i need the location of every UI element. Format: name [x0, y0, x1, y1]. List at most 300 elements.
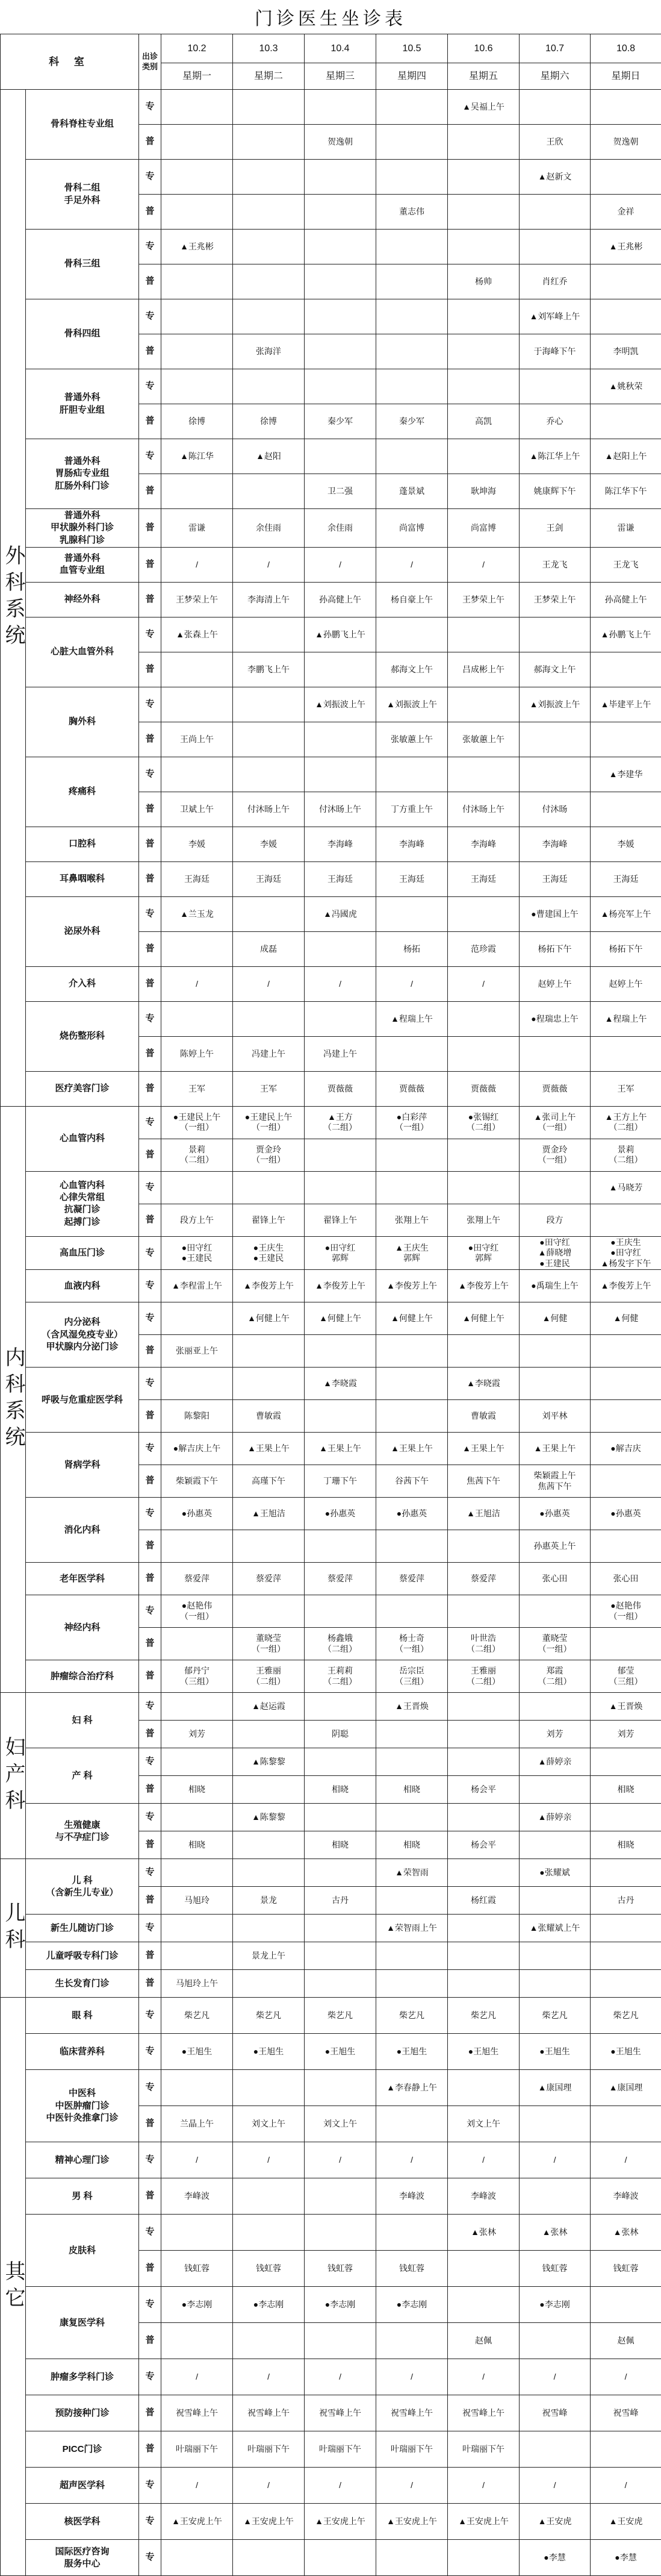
- doctor-cell: [305, 1915, 376, 1942]
- doctor-cell: ●王旭生: [591, 2034, 661, 2070]
- doctor-cell: 张丽亚上午: [161, 1335, 233, 1368]
- doctor-cell: [161, 1859, 233, 1887]
- dept-column-header: 科 室: [1, 34, 139, 90]
- doctor-cell: [448, 299, 520, 334]
- visit-type-cell: 普: [139, 1139, 161, 1171]
- doctor-cell: [520, 1942, 591, 1970]
- doctor-cell: [591, 2106, 661, 2142]
- doctor-cell: ▲王旭洁: [233, 1498, 305, 1530]
- doctor-cell: ●王建民上午 （一组）: [233, 1106, 305, 1139]
- doctor-cell: [305, 722, 376, 757]
- doctor-cell: ●王旭生: [233, 2034, 305, 2070]
- doctor-cell: [448, 160, 520, 195]
- doctor-cell: 尚富博: [376, 509, 448, 548]
- date-header-row: [1, 34, 661, 63]
- doctor-cell: 王梦荣上午: [520, 582, 591, 617]
- doctor-cell: 古丹: [591, 1887, 661, 1915]
- doctor-cell: ▲陈黎黎: [233, 1804, 305, 1831]
- doctor-cell: ▲何健: [591, 1302, 661, 1335]
- doctor-cell: [448, 2070, 520, 2106]
- doctor-cell: [376, 264, 448, 299]
- doctor-cell: [305, 1804, 376, 1831]
- doctor-cell: 杨拓: [376, 931, 448, 966]
- doctor-cell: 祝雪峰: [591, 2395, 661, 2431]
- visit-type-cell: 普: [139, 1721, 161, 1748]
- doctor-cell: 成磊: [233, 931, 305, 966]
- visit-type-cell: 专: [139, 1748, 161, 1776]
- doctor-cell: [233, 1595, 305, 1628]
- department-cell: 疼痛科: [26, 757, 139, 827]
- doctor-cell: 相晓: [376, 1776, 448, 1804]
- doctor-cell: 古丹: [305, 1887, 376, 1915]
- visit-type-cell: 普: [139, 931, 161, 966]
- doctor-cell: [448, 1530, 520, 1563]
- doctor-cell: [448, 369, 520, 404]
- doctor-cell: 郁莹 （三组）: [591, 1660, 661, 1693]
- doctor-cell: 叶瑞丽下午: [376, 2431, 448, 2468]
- visit-type-cell: 普: [139, 652, 161, 687]
- doctor-cell: [591, 2287, 661, 2323]
- doctor-cell: [376, 1721, 448, 1748]
- doctor-cell: ●赵艳伟 （一组）: [161, 1595, 233, 1628]
- department-cell: 临床营养科: [26, 2034, 139, 2070]
- visit-type-cell: 专: [139, 2359, 161, 2395]
- doctor-cell: ●解吉庆: [591, 1433, 661, 1465]
- date-header: 10.2: [161, 34, 233, 63]
- doctor-cell: [448, 334, 520, 369]
- doctor-cell: ●禹瑞生上午: [520, 1270, 591, 1302]
- doctor-cell: [161, 1804, 233, 1831]
- visit-type-cell: 专: [139, 2287, 161, 2323]
- doctor-cell: [591, 1036, 661, 1071]
- doctor-cell: [520, 2178, 591, 2215]
- doctor-cell: [376, 757, 448, 792]
- doctor-cell: [161, 195, 233, 230]
- doctor-cell: 相晓: [305, 1831, 376, 1859]
- doctor-cell: [591, 1942, 661, 1970]
- visit-type-cell: 专: [139, 230, 161, 264]
- doctor-cell: ●田守红 郭辉: [448, 1236, 520, 1270]
- doctor-cell: [520, 2106, 591, 2142]
- doctor-cell: /: [233, 547, 305, 582]
- doctor-cell: [233, 90, 305, 125]
- doctor-cell: [591, 1804, 661, 1831]
- doctor-cell: 郝海文上午: [376, 652, 448, 687]
- visit-type-cell: 专: [139, 1804, 161, 1831]
- visit-type-cell: 普: [139, 1400, 161, 1433]
- doctor-cell: 张翔上午: [448, 1204, 520, 1236]
- doctor-cell: [448, 687, 520, 722]
- doctor-cell: 冯建上午: [305, 1036, 376, 1071]
- table-row: [1, 1433, 661, 1465]
- visit-type-cell: 普: [139, 1036, 161, 1071]
- department-cell: 普通外科 甲状腺外科门诊 乳腺科门诊: [26, 509, 139, 548]
- visit-type-cell: 专: [139, 1368, 161, 1400]
- schedule-body: [1, 90, 661, 2576]
- weekday-header: 星期五: [448, 63, 520, 90]
- doctor-cell: [376, 160, 448, 195]
- doctor-cell: [233, 2070, 305, 2106]
- table-row: [1, 439, 661, 474]
- doctor-cell: /: [448, 547, 520, 582]
- doctor-cell: 蔡爱萍: [448, 1563, 520, 1595]
- doctor-cell: [233, 1001, 305, 1036]
- doctor-cell: 陈黎阳: [161, 1400, 233, 1433]
- doctor-cell: ▲荣智雨上午: [376, 1915, 448, 1942]
- doctor-cell: [448, 1171, 520, 1204]
- department-cell: 心血管内科 心律失常组 抗凝门诊 起搏门诊: [26, 1171, 139, 1236]
- doctor-cell: [305, 195, 376, 230]
- doctor-cell: ●曹建国上午: [520, 896, 591, 931]
- doctor-cell: [520, 1036, 591, 1071]
- doctor-cell: 钱虹蓉: [591, 2251, 661, 2287]
- doctor-cell: /: [233, 2359, 305, 2395]
- visit-type-cell: 专: [139, 2070, 161, 2106]
- doctor-cell: 李鹏飞上午: [233, 652, 305, 687]
- doctor-cell: [161, 1628, 233, 1660]
- doctor-cell: 祝雪峰上午: [161, 2395, 233, 2431]
- doctor-cell: 贺逸朝: [305, 125, 376, 160]
- doctor-cell: [233, 722, 305, 757]
- doctor-cell: ●田守红 ▲薛晓增 ●王建民: [520, 1236, 591, 1270]
- doctor-cell: [376, 1171, 448, 1204]
- doctor-cell: /: [376, 966, 448, 1001]
- doctor-cell: 柴颖霞下午: [161, 1465, 233, 1498]
- doctor-cell: ●王建民上午 （一组）: [161, 1106, 233, 1139]
- doctor-cell: 付沐旸: [520, 792, 591, 827]
- visit-type-cell: 普: [139, 1204, 161, 1236]
- visit-type-cell: 专: [139, 2034, 161, 2070]
- doctor-cell: ▲何健: [520, 1302, 591, 1335]
- doctor-cell: ●李慧: [520, 2540, 591, 2576]
- department-cell: 骨科二组 手足外科: [26, 160, 139, 230]
- date-header: 10.4: [305, 34, 376, 63]
- doctor-cell: ●田守红 ●王建民: [161, 1236, 233, 1270]
- doctor-cell: ●孙惠英: [520, 1498, 591, 1530]
- visit-type-cell: 专: [139, 687, 161, 722]
- visit-type-cell: 专: [139, 1915, 161, 1942]
- doctor-cell: [233, 299, 305, 334]
- doctor-cell: ▲王兆彬: [591, 230, 661, 264]
- doctor-cell: ▲张森上午: [161, 617, 233, 652]
- doctor-cell: /: [591, 2359, 661, 2395]
- department-cell: 神经外科: [26, 582, 139, 617]
- doctor-cell: [376, 1804, 448, 1831]
- doctor-cell: ▲赵运霞: [233, 1693, 305, 1721]
- doctor-cell: [376, 2323, 448, 2359]
- doctor-cell: [376, 125, 448, 160]
- visit-type-cell: 普: [139, 861, 161, 896]
- visit-type-cell: 专: [139, 1001, 161, 1036]
- doctor-cell: 丁珊下午: [305, 1465, 376, 1498]
- doctor-cell: 吕成彬上午: [448, 652, 520, 687]
- weekday-header: 星期三: [305, 63, 376, 90]
- doctor-cell: [161, 160, 233, 195]
- table-row: [1, 1942, 661, 1970]
- doctor-cell: [376, 2106, 448, 2142]
- doctor-cell: 相晓: [376, 1831, 448, 1859]
- doctor-cell: ▲姚秋荣: [591, 369, 661, 404]
- doctor-cell: 李海清上午: [233, 582, 305, 617]
- visit-type-cell: 普: [139, 966, 161, 1001]
- doctor-cell: ▲吴福上午: [448, 90, 520, 125]
- weekday-header: 星期一: [161, 63, 233, 90]
- doctor-cell: ▲程瑞上午: [591, 1001, 661, 1036]
- doctor-cell: [448, 1915, 520, 1942]
- doctor-cell: 郁丹宁 （三组）: [161, 1660, 233, 1693]
- doctor-cell: 王军: [233, 1071, 305, 1106]
- doctor-cell: 王军: [161, 1071, 233, 1106]
- doctor-cell: [591, 792, 661, 827]
- doctor-cell: [305, 369, 376, 404]
- visit-type-cell: 普: [139, 547, 161, 582]
- doctor-cell: [520, 195, 591, 230]
- doctor-cell: 李峰波: [161, 2178, 233, 2215]
- section-label: 妇产科: [1, 1693, 26, 1859]
- doctor-cell: [376, 1139, 448, 1171]
- doctor-cell: ▲李俊芳上午: [448, 1270, 520, 1302]
- department-cell: 血液内科: [26, 1270, 139, 1302]
- doctor-cell: /: [520, 2142, 591, 2178]
- table-row: [1, 1998, 661, 2034]
- doctor-cell: ●李慧: [591, 2540, 661, 2576]
- doctor-cell: [376, 1400, 448, 1433]
- doctor-cell: [305, 1335, 376, 1368]
- doctor-cell: [305, 1139, 376, 1171]
- table-row: [1, 2215, 661, 2251]
- table-row: [1, 1563, 661, 1595]
- doctor-cell: [376, 2215, 448, 2251]
- doctor-cell: 马旭玲上午: [161, 1970, 233, 1998]
- visit-type-cell: 普: [139, 2395, 161, 2431]
- department-cell: 精神心理门诊: [26, 2142, 139, 2178]
- visit-type-cell: 普: [139, 1071, 161, 1106]
- doctor-cell: ▲赵阳上午: [591, 439, 661, 474]
- doctor-cell: 贺逸朝: [591, 125, 661, 160]
- doctor-cell: 郑霞 （二组）: [520, 1660, 591, 1693]
- doctor-cell: [520, 1335, 591, 1368]
- doctor-cell: 谷茜下午: [376, 1465, 448, 1498]
- doctor-cell: ▲刘振波上午: [305, 687, 376, 722]
- department-cell: 介入科: [26, 966, 139, 1001]
- doctor-cell: 岳宗臣 （三组）: [376, 1660, 448, 1693]
- doctor-cell: [520, 1171, 591, 1204]
- doctor-cell: /: [305, 2359, 376, 2395]
- doctor-cell: ▲荣智雨: [376, 1859, 448, 1887]
- doctor-cell: [448, 195, 520, 230]
- doctor-cell: 董晓莹 （一组）: [233, 1628, 305, 1660]
- visit-type-cell: 专: [139, 90, 161, 125]
- department-cell: 医疗美容门诊: [26, 1071, 139, 1106]
- visit-type-cell: 专: [139, 1998, 161, 2034]
- doctor-cell: [591, 404, 661, 439]
- doctor-cell: [448, 1335, 520, 1368]
- doctor-cell: [591, 1970, 661, 1998]
- doctor-cell: ▲王果上午: [233, 1433, 305, 1465]
- doctor-cell: /: [233, 2468, 305, 2504]
- doctor-cell: ●王旭生: [161, 2034, 233, 2070]
- doctor-cell: ▲王果上午: [376, 1433, 448, 1465]
- doctor-cell: ▲杨亮军上午: [591, 896, 661, 931]
- doctor-cell: ●孙惠英: [161, 1498, 233, 1530]
- doctor-cell: 李峰波: [448, 2178, 520, 2215]
- doctor-cell: 王梦荣上午: [161, 582, 233, 617]
- doctor-cell: 高瑾下午: [233, 1465, 305, 1498]
- visit-type-cell: 专: [139, 369, 161, 404]
- table-row: [1, 2395, 661, 2431]
- visit-type-cell: 普: [139, 1831, 161, 1859]
- visit-type-cell: 普: [139, 2323, 161, 2359]
- visit-type-cell: 专: [139, 2468, 161, 2504]
- doctor-cell: [448, 1595, 520, 1628]
- visit-type-cell: 专: [139, 2540, 161, 2576]
- doctor-cell: 杨红霞: [448, 1887, 520, 1915]
- doctor-cell: 张敏蕙上午: [448, 722, 520, 757]
- department-cell: 肾病学科: [26, 1433, 139, 1498]
- department-cell: 儿童呼吸专科门诊: [26, 1942, 139, 1970]
- date-header: 10.8: [591, 34, 661, 63]
- visit-type-cell: 专: [139, 1595, 161, 1628]
- doctor-cell: [233, 687, 305, 722]
- visit-type-cell: 专: [139, 1302, 161, 1335]
- doctor-cell: /: [233, 966, 305, 1001]
- doctor-cell: ●李志刚: [305, 2287, 376, 2323]
- doctor-cell: [591, 652, 661, 687]
- department-cell: 皮肤科: [26, 2215, 139, 2287]
- doctor-cell: [376, 1368, 448, 1400]
- doctor-cell: [305, 1171, 376, 1204]
- doctor-cell: 尚富博: [448, 509, 520, 548]
- doctor-cell: [591, 1628, 661, 1660]
- table-row: [1, 827, 661, 861]
- department-cell: 预防接种门诊: [26, 2395, 139, 2431]
- doctor-cell: 杨拓下午: [591, 931, 661, 966]
- doctor-cell: ▲康国理: [520, 2070, 591, 2106]
- doctor-cell: 王莉莉 （二组）: [305, 1660, 376, 1693]
- department-cell: 心血管内科: [26, 1106, 139, 1171]
- doctor-cell: [305, 2323, 376, 2359]
- doctor-cell: /: [161, 966, 233, 1001]
- doctor-cell: 王海廷: [376, 861, 448, 896]
- doctor-cell: [448, 1748, 520, 1776]
- department-cell: 生长发育门诊: [26, 1970, 139, 1998]
- visit-type-cell: 专: [139, 896, 161, 931]
- doctor-cell: [161, 652, 233, 687]
- doctor-cell: 高凯: [448, 404, 520, 439]
- department-cell: 心脏大血管外科: [26, 617, 139, 687]
- doctor-cell: ▲李春静上午: [376, 2070, 448, 2106]
- visit-type-cell: 普: [139, 1660, 161, 1693]
- visit-type-cell: 普: [139, 1887, 161, 1915]
- table-row: [1, 582, 661, 617]
- department-cell: 呼吸与危重症医学科: [26, 1368, 139, 1433]
- visit-type-cell: 普: [139, 827, 161, 861]
- doctor-cell: [520, 1693, 591, 1721]
- doctor-cell: 张心田: [591, 1563, 661, 1595]
- doctor-cell: [305, 931, 376, 966]
- doctor-cell: ●王庆生 ●王建民: [233, 1236, 305, 1270]
- doctor-cell: 祝雪峰上午: [448, 2395, 520, 2431]
- doctor-cell: [591, 1859, 661, 1887]
- doctor-cell: ●白彩萍 （一组）: [376, 1106, 448, 1139]
- department-cell: 神经内科: [26, 1595, 139, 1660]
- doctor-cell: 杨帅: [448, 264, 520, 299]
- date-header: 10.3: [233, 34, 305, 63]
- doctor-cell: 李媛: [591, 827, 661, 861]
- doctor-cell: 曹敏霞: [448, 1400, 520, 1433]
- doctor-cell: [233, 1368, 305, 1400]
- doctor-cell: ▲李俊芳上午: [305, 1270, 376, 1302]
- doctor-cell: [448, 1970, 520, 1998]
- doctor-cell: [520, 2431, 591, 2468]
- doctor-cell: 祝雪峰上午: [233, 2395, 305, 2431]
- doctor-cell: ▲张林: [591, 2215, 661, 2251]
- visit-type-cell: 普: [139, 2251, 161, 2287]
- visit-type-cell: 普: [139, 1942, 161, 1970]
- table-row: [1, 1302, 661, 1335]
- doctor-cell: [448, 1693, 520, 1721]
- doctor-cell: 杨鑫娥 （二组）: [305, 1628, 376, 1660]
- visit-type-cell: 普: [139, 1530, 161, 1563]
- doctor-cell: 王梦荣上午: [448, 582, 520, 617]
- doctor-cell: [161, 1748, 233, 1776]
- doctor-cell: 景莉 （二组）: [591, 1139, 661, 1171]
- doctor-cell: [161, 1942, 233, 1970]
- doctor-cell: [233, 474, 305, 509]
- table-row: [1, 1270, 661, 1302]
- table-row: [1, 757, 661, 792]
- doctor-cell: [591, 90, 661, 125]
- doctor-cell: [233, 1335, 305, 1368]
- table-row: [1, 1498, 661, 1530]
- doctor-cell: [233, 1915, 305, 1942]
- doctor-cell: ▲兰玉龙: [161, 896, 233, 931]
- weekday-header: 星期日: [591, 63, 661, 90]
- table-row: [1, 896, 661, 931]
- doctor-cell: ▲何健上午: [305, 1302, 376, 1335]
- table-row: [1, 1804, 661, 1831]
- doctor-cell: [305, 652, 376, 687]
- doctor-cell: 李峰波: [591, 2178, 661, 2215]
- doctor-cell: 段方: [520, 1204, 591, 1236]
- doctor-cell: 钱虹蓉: [520, 2251, 591, 2287]
- doctor-cell: ▲康国理: [591, 2070, 661, 2106]
- table-row: [1, 299, 661, 334]
- doctor-cell: ▲李程雷上午: [161, 1270, 233, 1302]
- doctor-cell: [448, 1721, 520, 1748]
- doctor-cell: [591, 1335, 661, 1368]
- table-row: [1, 1171, 661, 1204]
- doctor-cell: 王龙飞: [520, 547, 591, 582]
- doctor-cell: 王海廷: [448, 861, 520, 896]
- doctor-cell: 董晓莹 （一组）: [520, 1628, 591, 1660]
- department-cell: 产 科: [26, 1748, 139, 1804]
- doctor-cell: 相晓: [591, 1776, 661, 1804]
- doctor-cell: ▲王方上午 （二组）: [591, 1106, 661, 1139]
- doctor-cell: [376, 1748, 448, 1776]
- doctor-cell: [448, 896, 520, 931]
- doctor-cell: [233, 125, 305, 160]
- doctor-cell: [233, 757, 305, 792]
- doctor-cell: 景龙: [233, 1887, 305, 1915]
- doctor-cell: [305, 2178, 376, 2215]
- doctor-cell: ▲何健上午: [233, 1302, 305, 1335]
- doctor-cell: ●王旭生: [448, 2034, 520, 2070]
- doctor-cell: [376, 1595, 448, 1628]
- doctor-cell: /: [376, 2359, 448, 2395]
- doctor-cell: 余佳雨: [305, 509, 376, 548]
- doctor-cell: 蔡爱萍: [233, 1563, 305, 1595]
